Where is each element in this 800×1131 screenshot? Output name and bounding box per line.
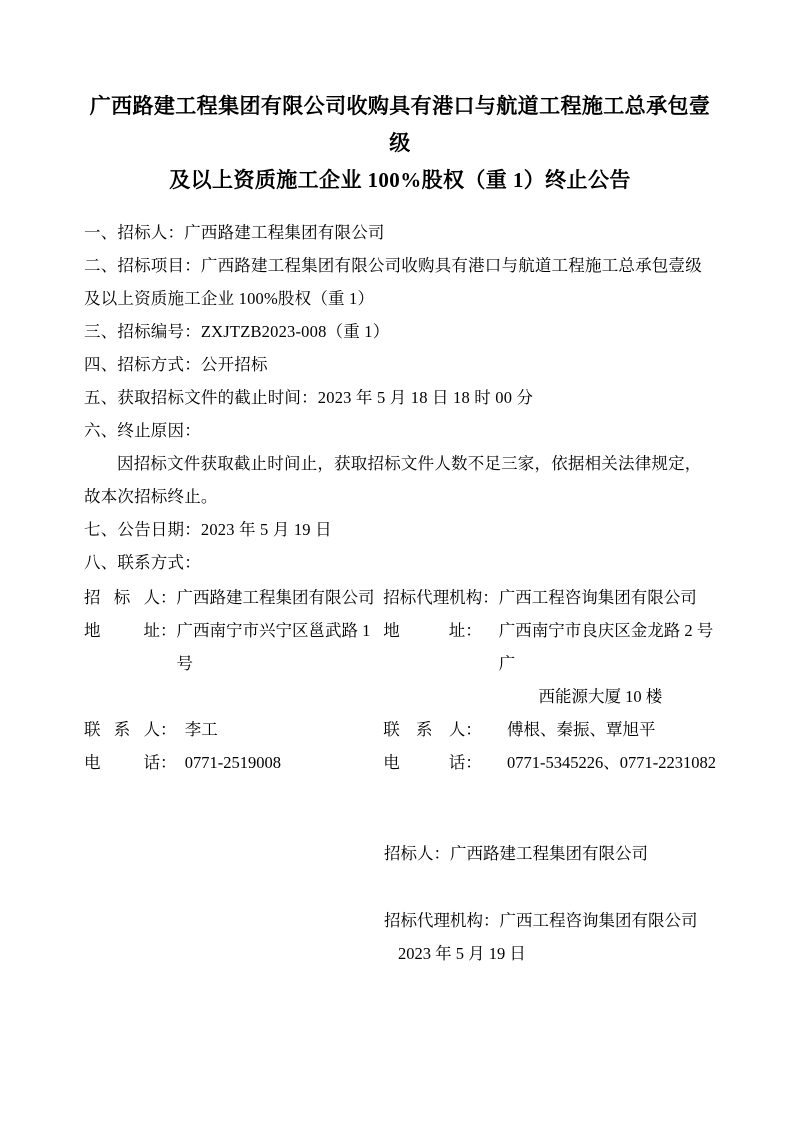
- contact-table: [84, 581, 716, 779]
- contact-value-person-right: 傅根、秦振、覃旭平: [507, 720, 656, 740]
- page-title-line-2: 及以上资质施工企业 100%股权（重 1）终止公告: [169, 167, 631, 192]
- contact-value-person-left: 李工: [184, 720, 218, 740]
- table-row: [84, 581, 716, 614]
- contact-label-person-left: 联 系 人：: [84, 720, 177, 740]
- clause-8-contact-heading: 八、联系方式：: [84, 553, 201, 573]
- document-body: [84, 216, 716, 970]
- contact-value-agency: 广西工程咨询集团有限公司: [498, 588, 697, 608]
- clause-2-project: 二、招标项目：广西路建工程集团有限公司收购具有港口与航道工程施工总承包壹级及以上资质施工企业 100%股权（重 1）: [84, 256, 702, 309]
- contact-value-address-right: [499, 614, 716, 713]
- clause-6-termination-reason-heading: 六、终止原因：: [84, 421, 201, 441]
- signature-bidder: 招标人：广西路建工程集团有限公司: [384, 844, 648, 864]
- clause-5-deadline: 五、获取招标文件的截止时间：2023 年 5 月 18 日 18 时 00 分: [84, 388, 534, 408]
- page-title-line-1: 广西路建工程集团有限公司收购具有港口与航道工程施工总承包壹级: [89, 94, 711, 155]
- clause-4-tender-method: 四、招标方式：公开招标: [84, 355, 268, 375]
- contact-value-bidder: 广西路建工程集团有限公司: [176, 588, 375, 608]
- signature-block: [84, 837, 716, 970]
- table-row: [84, 713, 716, 746]
- signature-agency: 招标代理机构：广西工程咨询集团有限公司: [384, 911, 698, 931]
- contact-label-address-left: 地 址：: [84, 621, 177, 641]
- clause-6-termination-reason-text: 因招标文件获取截止时间止，获取招标文件人数不足三家，依据相关法律规定，故本次招标终止。: [84, 454, 702, 507]
- contact-value-phone-right: 0771-5345226、0771-2231082: [507, 753, 716, 773]
- page-title: [84, 88, 716, 198]
- contact-label-phone-left: 电 话：: [84, 753, 177, 773]
- contact-label-address-right: 地 址：: [383, 621, 482, 641]
- contact-label-person-right: 联 系 人：: [383, 720, 482, 740]
- clause-1-bidder: 一、招标人：广西路建工程集团有限公司: [84, 223, 385, 243]
- clause-3-tender-number: 三、招标编号：ZXJTZB2023-008（重 1）: [84, 322, 390, 342]
- contact-label-phone-right: 电 话：: [383, 753, 482, 773]
- contact-value-address-left: 广西南宁市兴宁区邕武路 1 号: [176, 621, 371, 674]
- signature-date: 2023 年 5 月 19 日: [398, 944, 526, 964]
- clause-7-announcement-date: 七、公告日期：2023 年 5 月 19 日: [84, 520, 332, 540]
- contact-label-bidder: 招 标 人：: [84, 588, 177, 608]
- address-right-line-2: 西能源大厦 10 楼: [538, 687, 663, 707]
- table-row: [84, 746, 716, 779]
- contact-value-phone-left: 0771-2519008: [184, 753, 281, 773]
- contact-label-agency: 招标代理机构：: [383, 588, 499, 608]
- table-row: [84, 614, 716, 713]
- address-right-line-1: 广西南宁市良庆区金龙路 2 号广: [498, 621, 714, 674]
